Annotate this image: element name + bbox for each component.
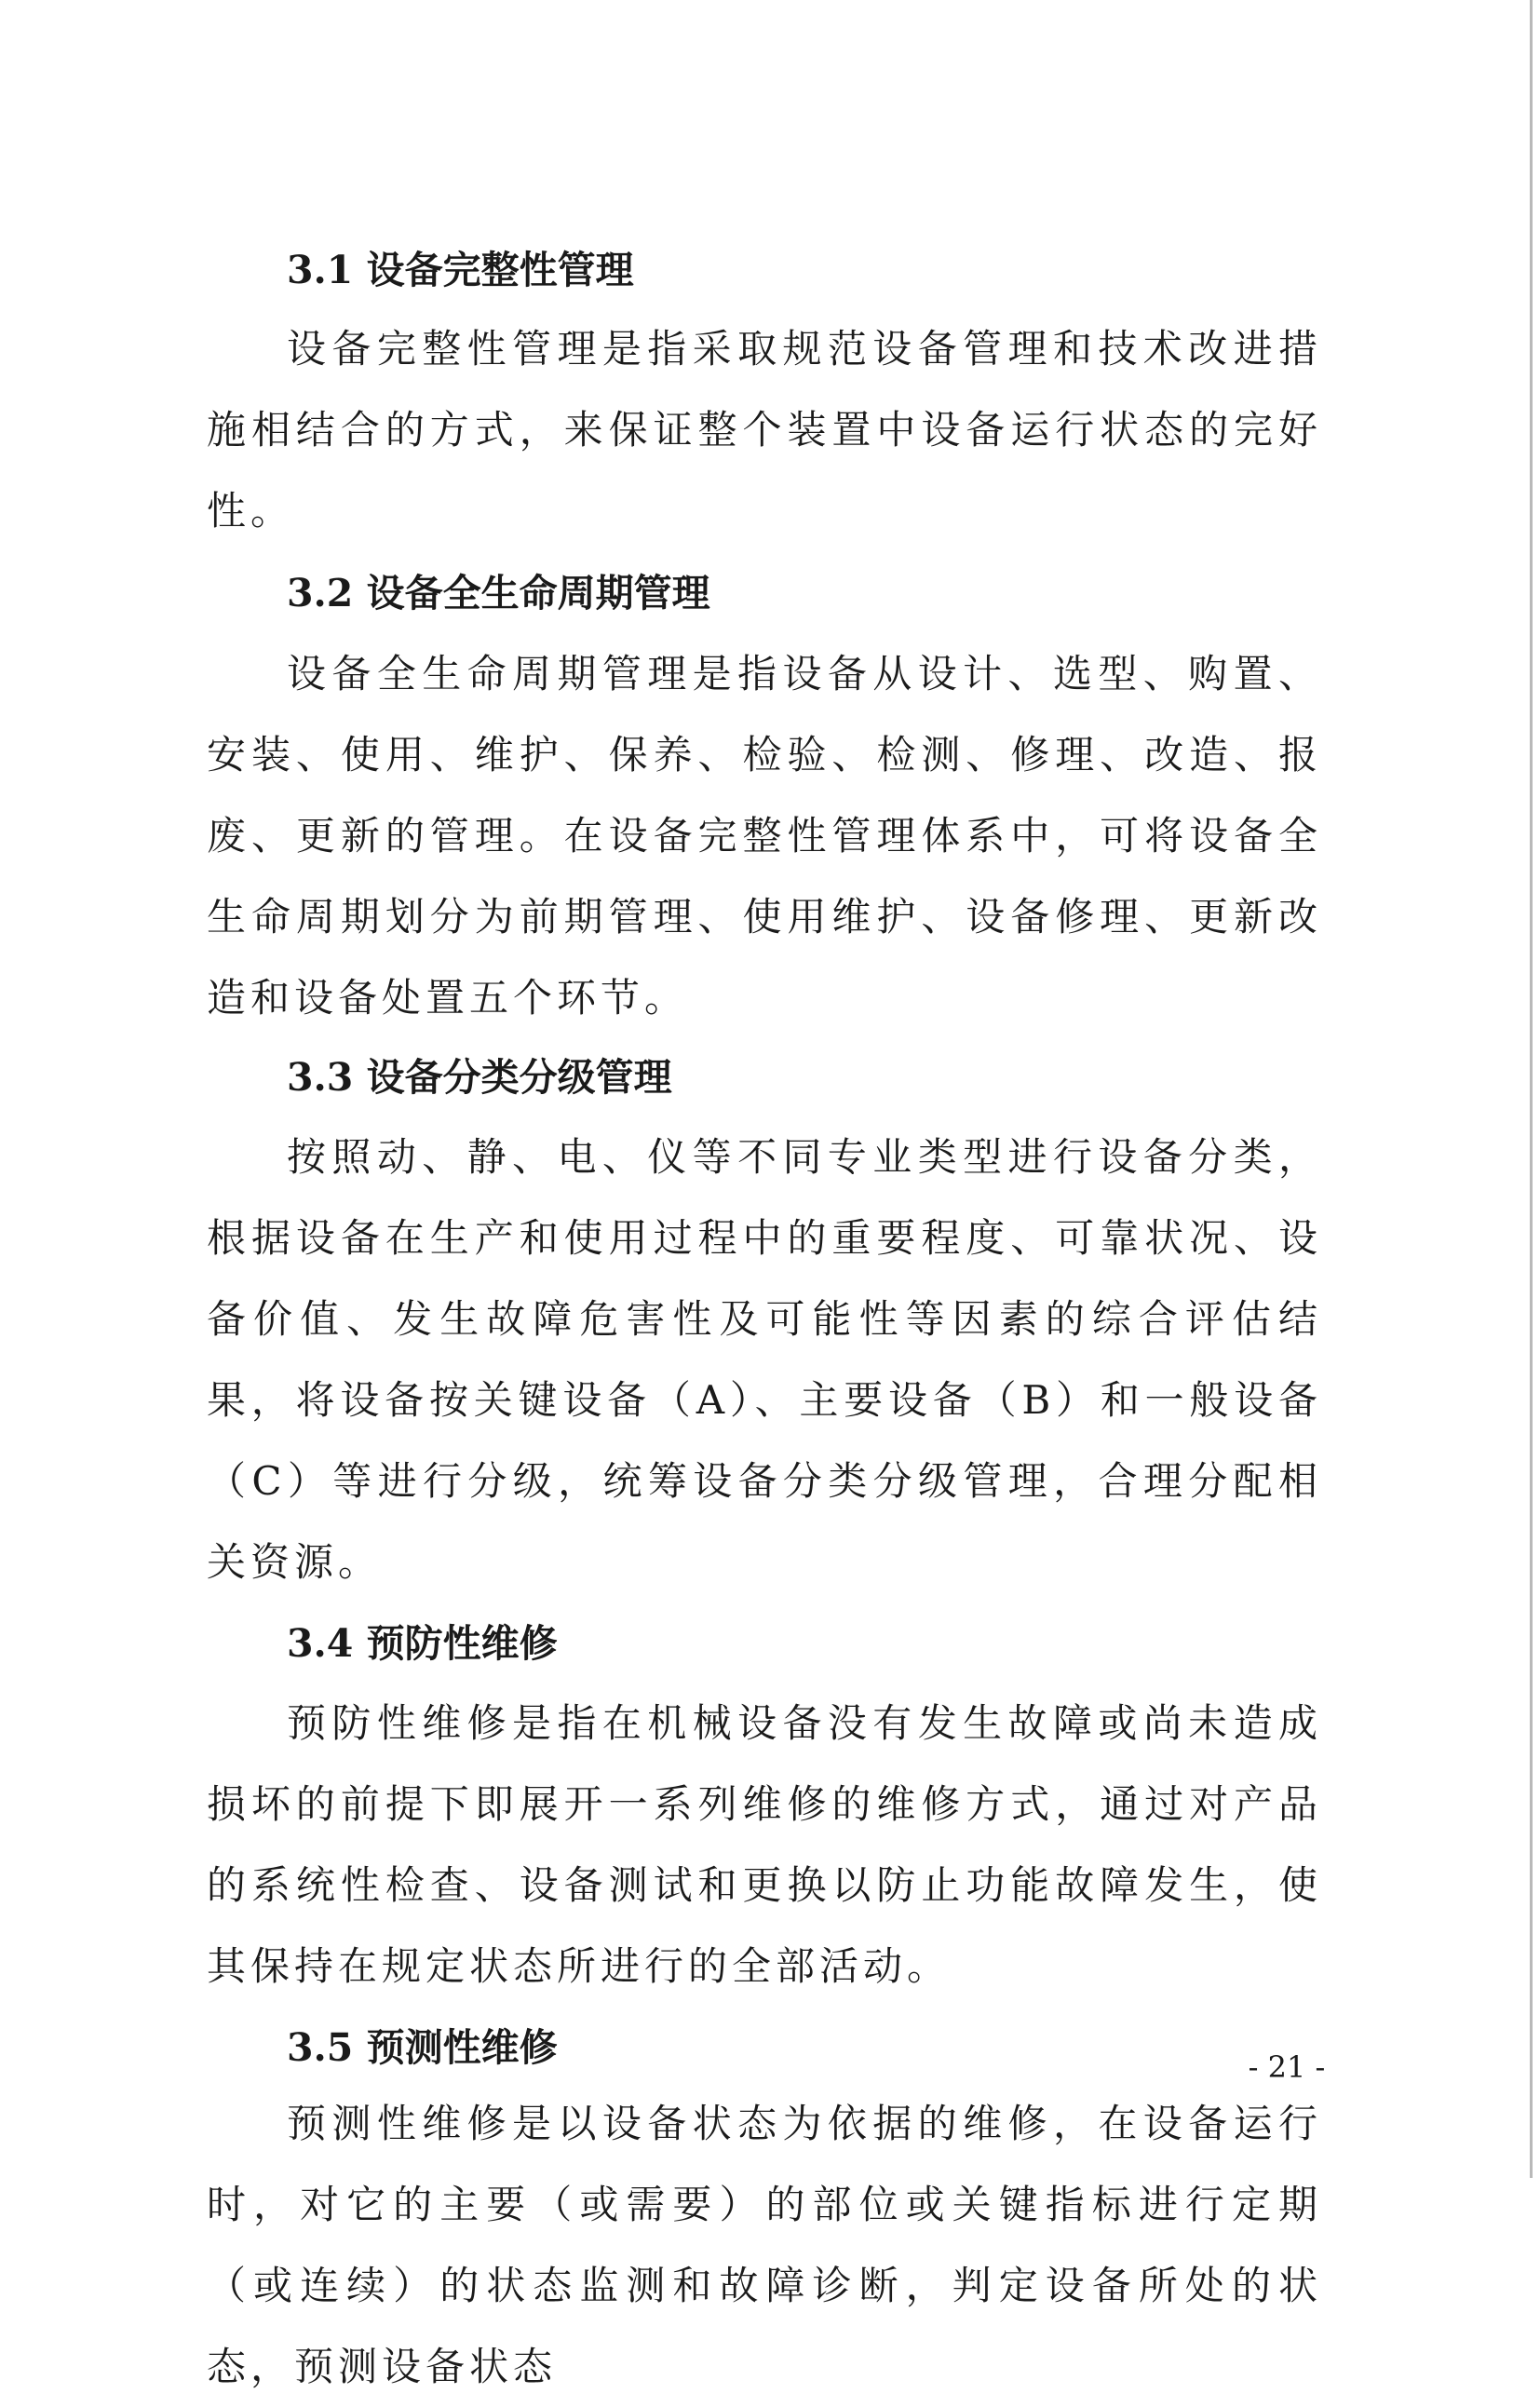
section-body-3-1: 设备完整性管理是指采取规范设备管理和技术改进措施相结合的方式，来保证整个装置中设备运行状态的完好性。 [207,326,1322,534]
page-content [207,244,1322,2407]
page-number: - 21 - [1248,2049,1326,2085]
section-body-3-2: 设备全生命周期管理是指设备从设计、选型、购置、安装、使用、维护、保养、检验、检测、修理、改造、报废、更新的管理。在设备完整性管理体系中，可将设备全生命周期划分为前期管理、使用维护、设备修理、更新改造和设备处置五个环节。 [207,651,1322,1021]
section-heading-3-5: 3.5 预测性维修 [287,2025,558,2070]
section-heading-3-4: 3.4 预防性维修 [287,1621,558,1666]
scan-edge-line [1530,0,1533,2178]
section-body-3-4: 预防性维修是指在机械设备没有发生故障或尚未造成损坏的前提下即展开一系列维修的维修方式，通过对产品的系统性检查、设备测试和更换以防止功能故障发生，使其保持在规定状态所进行的全部活动。 [207,1700,1322,1989]
section-heading-3-1: 3.1 设备完整性管理 [287,248,634,292]
section-heading-3-2: 3.2 设备全生命周期管理 [287,571,710,615]
section-heading-3-3: 3.3 设备分类分级管理 [287,1055,672,1100]
section-body-3-5: 预测性维修是以设备状态为依据的维修，在设备运行时，对它的主要（或需要）的部位或关键指标进行定期（或连续）的状态监测和故障诊断，判定设备所处的状态，预测设备状态 [207,2101,1322,2389]
section-body-3-3: 按照动、静、电、仪等不同专业类型进行设备分类，根据设备在生产和使用过程中的重要程度、可靠状况、设备价值、发生故障危害性及可能性等因素的综合评估结果，将设备按关键设备（A）、主要设备（B）和一般设备（C）等进行分级，统筹设备分类分级管理，合理分配相关资源。 [207,1134,1322,1585]
